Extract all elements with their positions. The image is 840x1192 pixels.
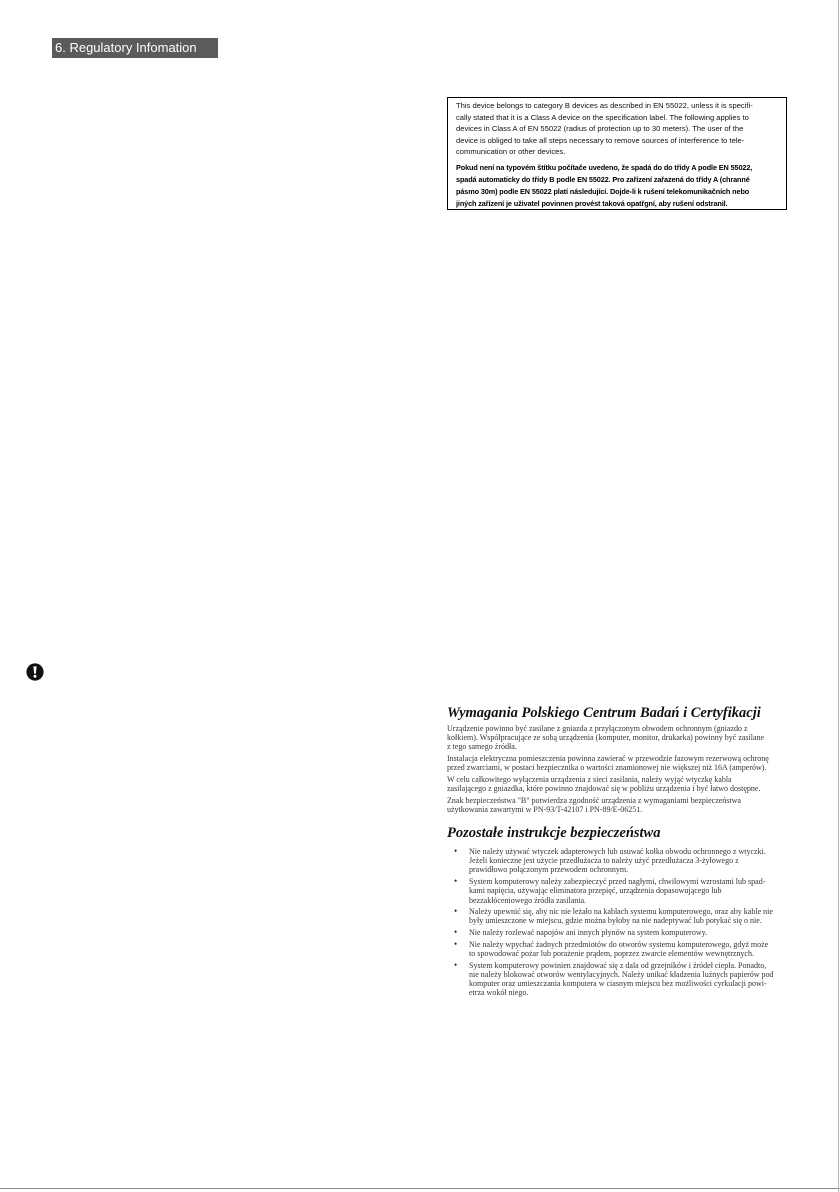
notice-czech-line: Pokud není na typovém štítku počítače uvedeno, že spadá do do třídy A podle EN 55022,: [456, 162, 753, 172]
paragraph: [447, 724, 792, 752]
bullet-line: etrza wokół niego.: [469, 988, 529, 998]
section-title: 6. Regulatory Infomation: [55, 40, 197, 55]
bullet-marker: •: [454, 876, 458, 887]
polish-requirements-heading: Wymagania Polskiego Centrum Badań i Certyfikacji: [447, 705, 761, 721]
bullet-marker: •: [454, 906, 458, 917]
emc-notice-box: [447, 97, 787, 210]
paragraph-line: kołkiem). Współpracujące ze sobą urządzenia (komputer, monitor, drukarka) powinny być zasilane: [447, 733, 765, 743]
notice-english-line: communication or other devices.: [456, 147, 566, 156]
paragraph-line: przed zwarciami, w postaci bezpiecznika o wartości znamionowej nie większej niż 16A (amperów).: [447, 763, 767, 773]
bullet-line: prawidłowo połączonym przewodem ochronnym.: [469, 865, 629, 875]
notice-english-line: device is obliged to take all steps necessary to remove sources of interference to tele-: [456, 135, 745, 145]
bullet-line: kami napięcia, używając eliminatora przepięć, urządzenia dopasowującego lub: [469, 886, 722, 896]
notice-czech-line: pásmo 30m) podle EN 55022 platí následující. Dojde-li k rušení telekomunikačních nebo: [456, 186, 750, 196]
notice-czech-line: spadá automaticky do třídy B podle EN 55022. Pro zařízení zařazená do třídy A (chranné: [456, 174, 750, 184]
notice-english-text: [456, 100, 782, 158]
paragraph-line: Instalacja elektryczna pomieszczenia powinna zawierać w przewodzie fazowym rezerwową ochronę: [447, 754, 769, 764]
list-item: [447, 961, 792, 998]
list-item: [447, 940, 792, 958]
paragraph: [447, 775, 792, 793]
paragraph-line: Znak bezpieczeństwa "B" potwierdza zgodność urządzenia z wymaganiami bezpieczeństwa: [447, 795, 741, 805]
notice-english-line: devices in Class A of EN 55022 (radius of protection up to 30 meters). The user of the: [456, 124, 744, 133]
list-item: [447, 877, 792, 905]
bullet-line: System komputerowy należy zabezpieczyć przed nagłymi, chwilowymi wzrostami lub spad-: [469, 877, 766, 887]
paragraph-line: zasilającego z gniazdka, które powinno znajdować się w pobliżu urządzenia i być łatwo dostępne.: [447, 784, 761, 794]
bullet-marker: •: [454, 959, 458, 970]
bullet-line: Nie należy rozlewać napojów ani innych płynów na system komputerowy.: [469, 928, 708, 938]
bullet-line: Nie należy wpychać żadnych przedmiotów do otworów systemu komputerowego, gdyż może: [469, 939, 769, 949]
page-right-rule: [838, 0, 839, 1192]
notice-english-line: cally stated that it is a Class A device on the specification label. The following applies to: [456, 112, 749, 122]
polish-requirements-text: [447, 724, 792, 817]
paragraph-line: Urządzenie powinno być zasilane z gniazda z przyłączonym obwodem ochronnym (gniazdo z: [447, 724, 748, 733]
bullet-line: bezzakłóceniowego źródła zasilania.: [469, 895, 587, 905]
bullet-marker: •: [454, 846, 458, 856]
paragraph-line: W celu całkowitego wyłączenia urządzenia z sieci zasilania, należy wyjąć wtyczkę kabla: [447, 775, 732, 785]
bullet-line: Jeżeli konieczne jest użycie przedłużacza to należy użyć przedłużacza 3-żyłowego z: [469, 856, 739, 866]
notice-czech-text: [456, 162, 782, 210]
bullet-line: System komputerowy powinien znajdować się z dala od grzejników i źródeł ciepła. Ponadto,: [469, 960, 767, 970]
bullet-line: nie należy blokować otworów wentylacyjnych. Należy unikać kładzenia luźnych papierów pod: [469, 969, 774, 979]
bullet-marker: •: [454, 927, 458, 938]
paragraph-line: użytkowania zawartymi w PN-93/T-42107 i PN-89/E-06251.: [447, 805, 643, 815]
bullet-line: były umieszczone w miejscu, gdzie można byłoby na nie nadeptywać lub potykać się o nie.: [469, 916, 762, 926]
bullet-line: komputer oraz umieszczania komputera w ciasnym miejscu bez możliwości cyrkulacji powi-: [469, 979, 767, 989]
safety-instructions-heading: Pozostałe instrukcje bezpieczeństwa: [447, 825, 661, 841]
paragraph: [447, 796, 792, 814]
notice-czech-line: jiných zařízení je uživatel povinnen provést taková opatřgní, aby rušení odstranil.: [456, 198, 728, 208]
paragraph: [447, 754, 792, 772]
safety-instructions-list: [447, 847, 792, 1000]
bullet-line: to spowodować pożar lub porażenie prądem, poprzez zwarcie elementów wewnętrznych.: [469, 949, 754, 959]
notice-english-line: This device belongs to category B devices as described in EN 55022, unless it is specifi-: [456, 101, 753, 110]
list-item: [447, 847, 792, 875]
bullet-marker: •: [454, 938, 458, 949]
list-item: [447, 907, 792, 925]
page-bottom-rule: [0, 1188, 840, 1189]
warning-exclamation-icon: [26, 663, 44, 681]
bullet-line: Należy upewnić się, aby nic nie leżało na kablach systemu komputerowego, oraz aby kable nie: [469, 907, 773, 917]
bullet-line: Nie należy używać wtyczek adapterowych lub usuwać kołka obwodu ochronnego z wtyczki.: [469, 847, 766, 856]
paragraph-line: z tego samego źródła.: [447, 742, 517, 752]
section-title-tab: [52, 38, 218, 58]
list-item: [447, 928, 792, 937]
